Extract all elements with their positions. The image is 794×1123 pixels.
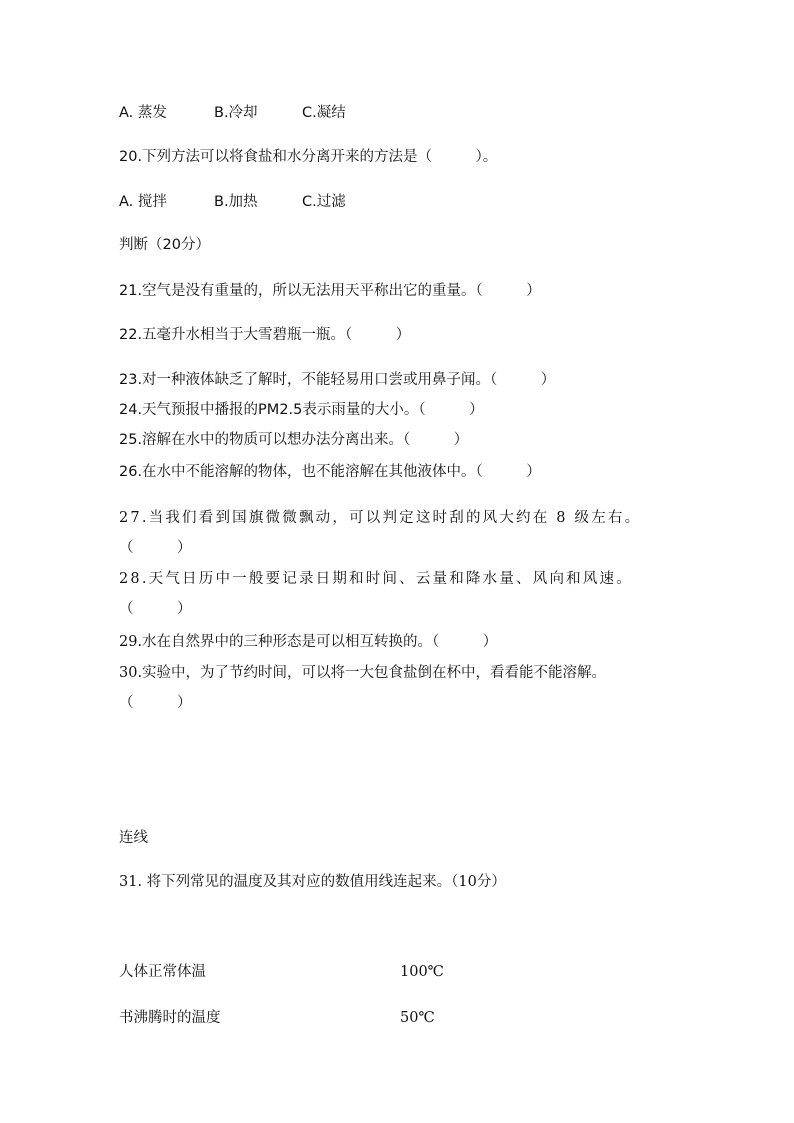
section-match-heading: 连线	[119, 830, 148, 846]
judge-item-26: 26.在水中不能溶解的物体，也不能溶解在其他液体中。（ ）	[119, 464, 541, 480]
judge-item-23: 23.对一种液体缺乏了解时，不能轻易用口尝或用鼻子闻。（ ）	[119, 372, 556, 388]
q19-options	[119, 103, 479, 123]
q19-option-c: C.凝结	[302, 105, 346, 121]
judge-item-30: 30.实验中，为了节约时间，可以将一大包食盐倒在杯中，看看能不能溶解。	[119, 665, 607, 681]
judge-item-22: 22.五毫升水相当于大雪碧瓶一瓶。（ ）	[119, 327, 411, 343]
judge-item-27-blank: （ ）	[119, 540, 192, 556]
section-judge-heading: 判断（20分）	[119, 237, 210, 253]
q19-option-a: A. 蒸发	[119, 105, 167, 121]
q20-text: 20.下列方法可以将食盐和水分离开来的方法是（ ）。	[119, 149, 498, 165]
judge-item-21: 21.空气是没有重量的，所以无法用天平称出它的重量。（ ）	[119, 283, 541, 299]
judge-item-28: 28.天气日历中一般要记录日期和时间、云量和降水量、风向和风速。	[119, 571, 633, 587]
match-right-2: 50℃	[400, 1010, 435, 1026]
q20-options	[119, 192, 479, 212]
judge-item-29: 29.水在自然界中的三种形态是可以相互转换的。（ ）	[119, 634, 498, 650]
judge-item-27: 27.当我们看到国旗微微飘动，可以判定这时刮的风大约在 8 级左右。	[119, 510, 642, 526]
judge-item-28-blank: （ ）	[119, 601, 192, 617]
q19-option-b: B.冷却	[214, 105, 258, 121]
q20-option-b: B.加热	[214, 194, 258, 210]
q31-text: 31. 将下列常见的温度及其对应的数值用线连起来。（10分）	[119, 874, 506, 890]
judge-item-24: 24.天气预报中播报的PM2.5表示雨量的大小。（ ）	[119, 402, 484, 418]
q20-option-c: C.过滤	[302, 194, 346, 210]
match-left-2: 书沸腾时的温度	[119, 1010, 221, 1026]
match-left-1: 人体正常体温	[119, 964, 206, 980]
judge-item-25: 25.溶解在水中的物质可以想办法分离出来。（ ）	[119, 432, 469, 448]
q20-option-a: A. 搅拌	[119, 194, 167, 210]
judge-item-30-blank: （ ）	[119, 695, 192, 711]
match-right-1: 100℃	[400, 964, 444, 980]
